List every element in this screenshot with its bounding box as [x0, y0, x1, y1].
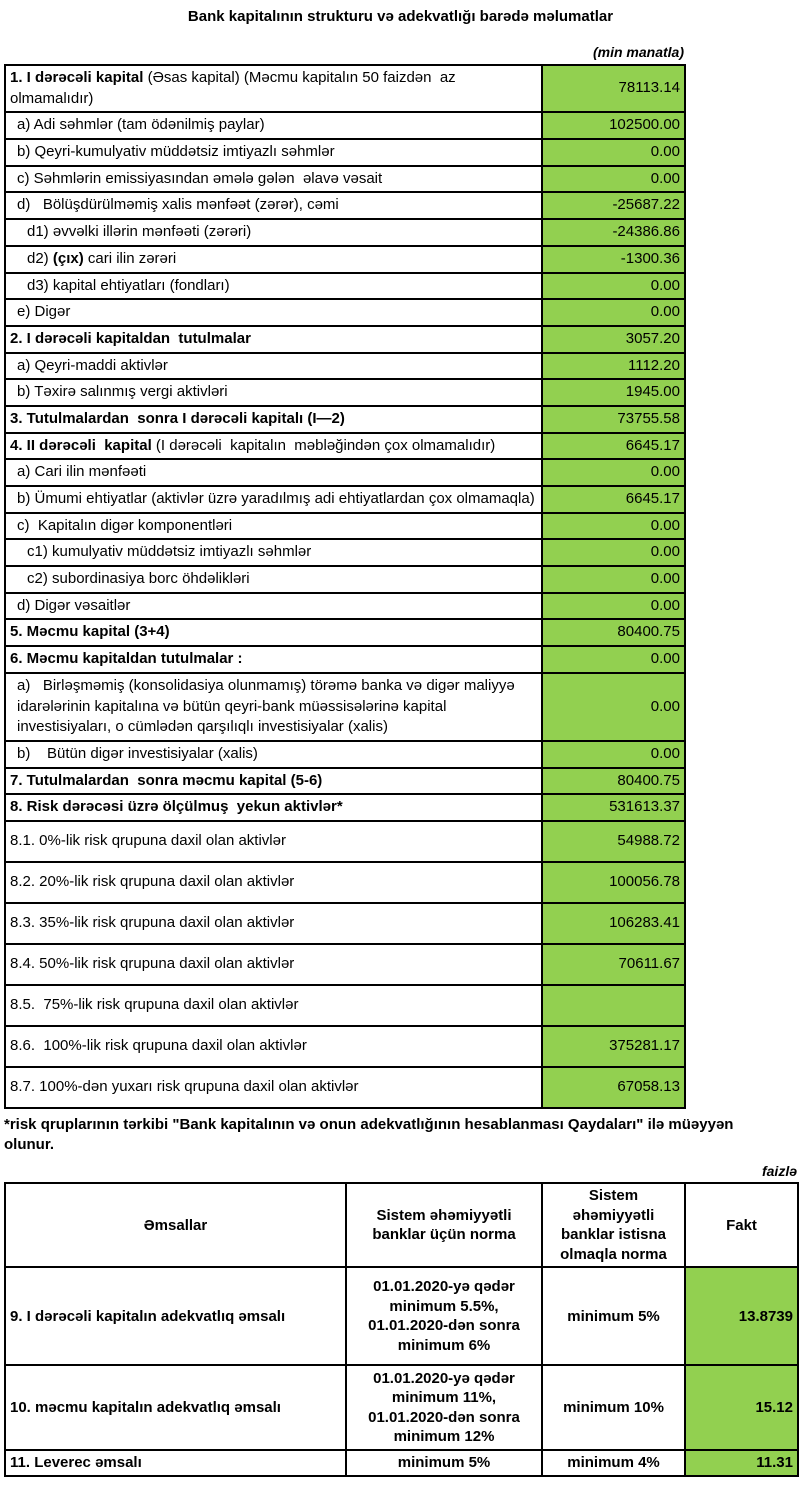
ratio-row-label: 10. məcmu kapitalın adekvatlıq əmsalı: [5, 1365, 346, 1450]
label-text: d) Digər vəsaitlər: [17, 596, 131, 614]
label-text: 8.4. 50%-lik risk qrupuna daxil olan aktivlər: [10, 955, 295, 973]
capital-row-value: 0.00: [542, 539, 685, 566]
capital-row-label: [5, 944, 542, 985]
capital-row-label: [5, 139, 542, 166]
table-row: [5, 433, 685, 460]
capital-row-label: [5, 326, 542, 353]
capital-row-value: 80400.75: [542, 619, 685, 646]
table-row: [5, 299, 685, 326]
capital-row-value: 1112.20: [542, 353, 685, 380]
label-text: 8.6. 100%-lik risk qrupuna daxil olan aktivlər: [10, 1037, 307, 1055]
capital-row-value: 106283.41: [542, 903, 685, 944]
table-row: [5, 1267, 798, 1365]
capital-row-value: 0.00: [542, 741, 685, 768]
table-row: [5, 821, 685, 862]
capital-row-value: 0.00: [542, 273, 685, 300]
table-row: [5, 192, 685, 219]
ratio-fact-value: 11.31: [685, 1450, 798, 1476]
header-norm-systemic: Sistem əhəmiyyətli banklar üçün norma: [346, 1183, 542, 1267]
label-text: c) Kapitalın digər komponentləri: [17, 516, 233, 534]
label-text: d1) əvvəlki illərin mənfəəti (zərəri): [27, 223, 252, 241]
label-text: a) Birləşməmiş (konsolidasiya olunmamış) törəmə banka və digər maliyyə idarələrinin kapitalına və bütün qeyri-bank müəssisələrinə kapital investisiyaları, o cümlədən qarşılıqlı investisiyalar (xalis): [17, 676, 519, 736]
label-text: (I dərəcəli kapitalın məbləğindən çox olmamalıdır): [155, 436, 496, 454]
table-row: [5, 566, 685, 593]
capital-row-value: 6645.17: [542, 486, 685, 513]
label-text: 1. I dərəcəli kapital: [10, 69, 144, 86]
label-text: 6. Məcmu kapitaldan tutulmalar :: [10, 650, 243, 668]
table-row: [5, 673, 685, 741]
capital-row-value: 78113.14: [542, 65, 685, 112]
capital-row-label: [5, 192, 542, 219]
table-row: [5, 486, 685, 513]
table-header-row: [5, 1183, 798, 1267]
capital-row-label: [5, 673, 542, 741]
table-row: [5, 646, 685, 673]
risk-groups-footnote: *risk qruplarının tərkibi "Bank kapitalının və onun adekvatlığının hesablanması Qaydaları" ilə müəyyən olunur.: [4, 1115, 738, 1154]
adequacy-ratios-table: [4, 1182, 799, 1477]
label-text: a) Qeyri-maddi aktivlər: [17, 356, 168, 374]
table-row: [5, 112, 685, 139]
capital-row-label: [5, 299, 542, 326]
label-text: 7. Tutulmalardan sonra məcmu kapital (5-6): [10, 771, 323, 789]
capital-row-value: 0.00: [542, 166, 685, 193]
table-row: [5, 166, 685, 193]
table-row: [5, 65, 685, 112]
ratio-norm-systemic: 01.01.2020-yə qədər minimum 5.5%, 01.01.2020-dən sonra minimum 6%: [346, 1267, 542, 1365]
capital-row-label: [5, 539, 542, 566]
table-row: [5, 619, 685, 646]
ratio-row-label: 9. I dərəcəli kapitalın adekvatlıq əmsalı: [5, 1267, 346, 1365]
table-row: [5, 539, 685, 566]
table-row: [5, 1450, 798, 1476]
capital-row-label: [5, 593, 542, 620]
capital-row-value: 70611.67: [542, 944, 685, 985]
ratio-norm-systemic: minimum 5%: [346, 1450, 542, 1476]
table-row: [5, 593, 685, 620]
table-row: [5, 903, 685, 944]
label-text: 8.2. 20%-lik risk qrupuna daxil olan aktivlər: [10, 873, 295, 891]
capital-row-value: 0.00: [542, 673, 685, 741]
capital-row-value: 0.00: [542, 566, 685, 593]
ratio-fact-value: 15.12: [685, 1365, 798, 1450]
capital-row-label: [5, 1026, 542, 1067]
capital-row-value: 80400.75: [542, 768, 685, 795]
table-row: [5, 406, 685, 433]
label-text: b) Qeyri-kumulyativ müddətsiz imtiyazlı səhmlər: [17, 143, 335, 161]
label-text: 8.7. 100%-dən yuxarı risk qrupuna daxil olan aktivlər: [10, 1078, 359, 1096]
label-text: c2) subordinasiya borc öhdəlikləri: [27, 570, 250, 588]
capital-row-label: [5, 821, 542, 862]
capital-row-label: [5, 985, 542, 1026]
capital-row-value: 100056.78: [542, 862, 685, 903]
capital-row-label: [5, 1067, 542, 1108]
table-row: [5, 326, 685, 353]
label-text: b) Ümumi ehtiyatlar (aktivlər üzrə yaradılmış adi ehtiyatlardan çox olmamaqla): [17, 490, 535, 507]
capital-row-label: [5, 513, 542, 540]
capital-row-value: 0.00: [542, 139, 685, 166]
capital-row-value: 375281.17: [542, 1026, 685, 1067]
capital-row-label: [5, 862, 542, 903]
unit-note-percent: faizlə: [761, 1163, 797, 1180]
capital-row-value: 0.00: [542, 646, 685, 673]
capital-row-label: [5, 353, 542, 380]
label-text: (çıx): [52, 249, 84, 267]
table-row: [5, 246, 685, 273]
header-coefficients: Əmsallar: [5, 1183, 346, 1267]
capital-row-value: 54988.72: [542, 821, 685, 862]
label-text: 2. I dərəcəli kapitaldan tutulmalar: [10, 329, 251, 347]
adequacy-ratios-header: [5, 1183, 798, 1267]
table-row: [5, 741, 685, 768]
table-row: [5, 139, 685, 166]
capital-row-value: 0.00: [542, 299, 685, 326]
capital-row-label: [5, 246, 542, 273]
table-row: [5, 379, 685, 406]
table-row: [5, 513, 685, 540]
capital-row-label: [5, 273, 542, 300]
capital-row-value: -25687.22: [542, 192, 685, 219]
capital-structure-table: [4, 64, 686, 1109]
capital-row-label: [5, 903, 542, 944]
label-text: b) Bütün digər investisiyalar (xalis): [17, 744, 258, 762]
label-text: d3) kapital ehtiyatları (fondları): [27, 276, 230, 294]
label-text: (Əsas kapital) (Məcmu kapitalın 50 faizdən az olmamalıdır): [10, 69, 460, 107]
capital-row-label: [5, 646, 542, 673]
label-text: 8. Risk dərəcəsi üzrə ölçülmuş yekun aktivlər*: [10, 798, 343, 816]
label-text: 8.5. 75%-lik risk qrupuna daxil olan aktivlər: [10, 996, 299, 1014]
label-text: e) Digər: [17, 303, 71, 321]
capital-row-label: [5, 406, 542, 433]
label-text: d) Bölüşdürülməmiş xalis mənfəət (zərər), cəmi: [17, 196, 339, 214]
ratio-norm-non-systemic: minimum 4%: [542, 1450, 685, 1476]
table-row: [5, 1026, 685, 1067]
label-text: a) Adi səhmlər (tam ödənilmiş paylar): [17, 116, 265, 134]
table-row: [5, 944, 685, 985]
table-row: [5, 353, 685, 380]
capital-row-value: -24386.86: [542, 219, 685, 246]
ratio-norm-systemic: 01.01.2020-yə qədər minimum 11%, 01.01.2020-dən sonra minimum 12%: [346, 1365, 542, 1450]
capital-row-label: [5, 619, 542, 646]
table-row: [5, 273, 685, 300]
ratio-norm-non-systemic: minimum 10%: [542, 1365, 685, 1450]
ratio-fact-value: 13.8739: [685, 1267, 798, 1365]
capital-row-label: [5, 219, 542, 246]
capital-row-value: 1945.00: [542, 379, 685, 406]
capital-row-value: 67058.13: [542, 1067, 685, 1108]
capital-row-value: 0.00: [542, 459, 685, 486]
table-row: [5, 1365, 798, 1450]
label-text: 5. Məcmu kapital (3+4): [10, 623, 170, 641]
label-text: c1) kumulyativ müddətsiz imtiyazlı səhmlər: [27, 543, 312, 561]
ratio-row-label: 11. Leverec əmsalı: [5, 1450, 346, 1476]
header-norm-non-systemic: Sistem əhəmiyyətli banklar istisna olmaqla norma: [542, 1183, 685, 1267]
capital-row-label: [5, 379, 542, 406]
table-row: [5, 794, 685, 821]
label-text: cari ilin zərəri: [83, 249, 177, 267]
label-text: 4. II dərəcəli kapital: [10, 436, 156, 454]
capital-row-label: [5, 741, 542, 768]
capital-row-value: 102500.00: [542, 112, 685, 139]
table-row: [5, 219, 685, 246]
table-row: [5, 862, 685, 903]
label-text: a) Cari ilin mənfəəti: [17, 463, 147, 481]
capital-row-label: [5, 65, 542, 112]
capital-row-label: [5, 459, 542, 486]
capital-row-value: 0.00: [542, 593, 685, 620]
capital-row-label: [5, 486, 542, 513]
capital-row-label: [5, 566, 542, 593]
label-text: 3. Tutulmalardan sonra I dərəcəli kapitalı (I—2): [10, 409, 345, 427]
label-text: 8.3. 35%-lik risk qrupuna daxil olan aktivlər: [10, 914, 295, 932]
adequacy-ratios-table-body: [5, 1267, 798, 1476]
label-text: b) Təxirə salınmış vergi aktivləri: [17, 383, 228, 401]
table-row: [5, 768, 685, 795]
table-row: [5, 985, 685, 1026]
capital-row-label: [5, 112, 542, 139]
capital-row-value: 73755.58: [542, 406, 685, 433]
unit-note-thousand-manat: (min manatla): [592, 44, 684, 60]
capital-row-value: 0.00: [542, 513, 685, 540]
page-title: Bank kapitalının strukturu və adekvatlığı barədə məlumatlar: [187, 8, 614, 25]
label-text: d2): [27, 249, 53, 267]
capital-row-value: [542, 985, 685, 1026]
label-text: c) Səhmlərin emissiyasından əmələ gələn əlavə vəsait: [17, 169, 383, 187]
capital-row-label: [5, 166, 542, 193]
table-row: [5, 1067, 685, 1108]
capital-row-label: [5, 768, 542, 795]
capital-row-value: 531613.37: [542, 794, 685, 821]
capital-row-value: 6645.17: [542, 433, 685, 460]
capital-row-label: [5, 794, 542, 821]
capital-structure-table-body: [5, 65, 685, 1108]
table-row: [5, 459, 685, 486]
capital-row-value: 3057.20: [542, 326, 685, 353]
label-text: 8.1. 0%-lik risk qrupuna daxil olan aktivlər: [10, 832, 286, 850]
capital-row-value: -1300.36: [542, 246, 685, 273]
capital-row-label: [5, 433, 542, 460]
header-fact: Fakt: [685, 1183, 798, 1267]
ratio-norm-non-systemic: minimum 5%: [542, 1267, 685, 1365]
